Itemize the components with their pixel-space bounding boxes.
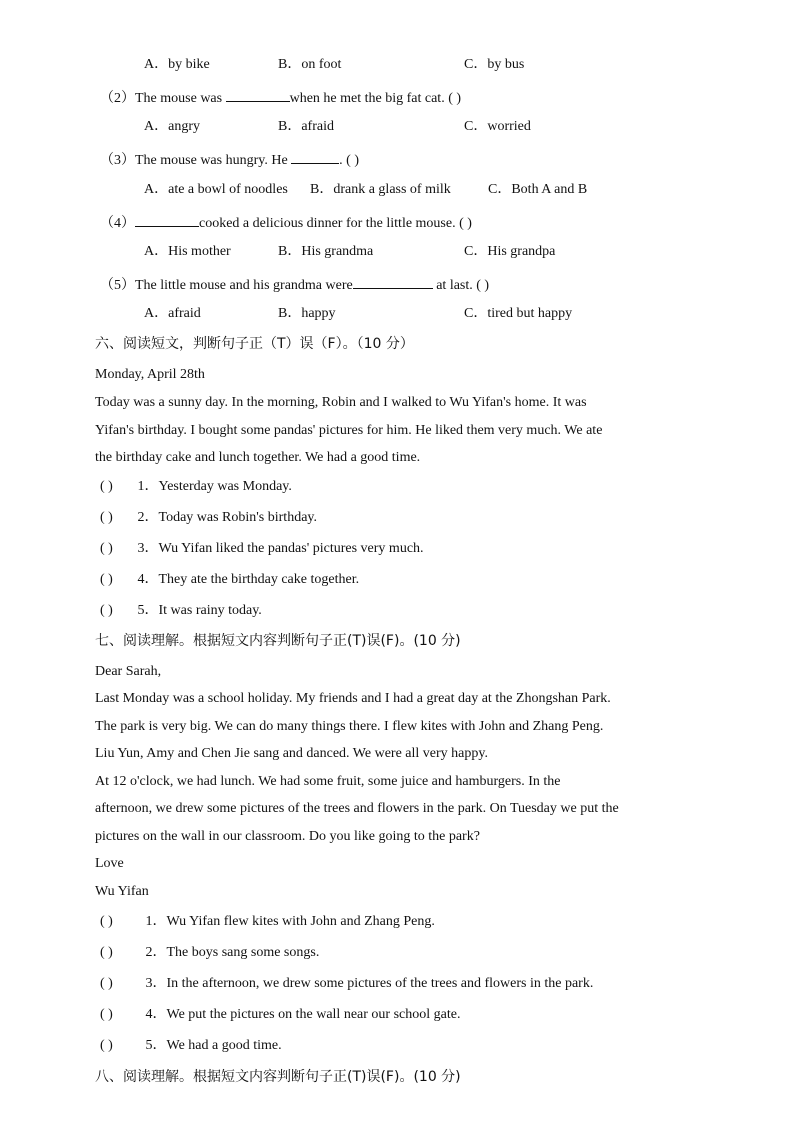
q4-text-pre: （4） — [100, 216, 135, 231]
q5-option-b: B．happy — [278, 306, 336, 321]
q2-option-c: C．worried — [464, 119, 531, 134]
q2-option-b: B．afraid — [278, 119, 334, 134]
s7-item-text: 4．We put the pictures on the wall near our school gate. — [145, 1007, 461, 1022]
s6-item-text: 3．Wu Yifan liked the pandas' pictures very much. — [137, 541, 424, 556]
s6-item-text: 2．Today was Robin's birthday. — [137, 510, 318, 525]
q4-text-post: cooked a delicious dinner for the little mouse. ( ) — [199, 216, 472, 231]
s6-date: Monday, April 28th — [95, 367, 205, 382]
q3-option-a: A．ate a bowl of noodles — [144, 182, 288, 197]
q4-option-c: C．His grandpa — [464, 244, 556, 259]
s7-item-5 — [100, 1037, 282, 1055]
q1-option-c: C．by bus — [464, 57, 525, 72]
s6-item-5 — [100, 602, 262, 620]
section-6-heading: 六、阅读短文，判断句子正（T）误（F）。（10 分） — [95, 336, 414, 352]
q2-blank[interactable] — [226, 87, 290, 102]
s7-item-text: 1．Wu Yifan flew kites with John and Zhang Peng. — [145, 914, 435, 929]
q3-option-c: C．Both A and B — [488, 182, 588, 197]
s7-closing: Love — [95, 856, 124, 871]
q5-text-post: at last. ( ) — [436, 278, 490, 293]
s7-item-2 — [100, 944, 319, 962]
answer-parentheses[interactable]: ( ) — [100, 976, 113, 991]
q5-blank[interactable] — [353, 274, 433, 289]
q3-text-pre: （3）The mouse was hungry. He — [100, 153, 288, 168]
s7-passage-line: pictures on the wall in our classroom. Do you like going to the park? — [95, 828, 480, 844]
s6-item-4 — [100, 571, 359, 589]
s6-passage — [95, 389, 705, 472]
s7-item-4 — [100, 1006, 460, 1024]
answer-parentheses[interactable]: ( ) — [100, 510, 113, 525]
q3-question — [100, 149, 359, 170]
s7-passage-line: afternoon, we drew some pictures of the trees and flowers in the park. On Tuesday we put the — [95, 801, 619, 816]
s7-item-1 — [100, 913, 435, 931]
s6-passage-line: Yifan's birthday. I bought some pandas' pictures for him. He liked them very much. We ate — [95, 422, 603, 438]
q2-text-pre: （2）The mouse was — [100, 91, 223, 106]
q4-option-a: A．His mother — [144, 244, 231, 259]
s7-passage — [95, 685, 705, 905]
q3-text-post: . ( ) — [339, 153, 359, 168]
answer-parentheses[interactable]: ( ) — [100, 945, 113, 960]
q2-text-post: when he met the big fat cat. ( ) — [289, 91, 462, 106]
s7-signature: Wu Yifan — [95, 883, 149, 899]
answer-parentheses[interactable]: ( ) — [100, 1007, 113, 1022]
q4-blank[interactable] — [135, 212, 199, 227]
s7-item-text: 2．The boys sang some songs. — [145, 945, 320, 960]
answer-parentheses[interactable]: ( ) — [100, 603, 113, 618]
s7-item-3 — [100, 975, 593, 993]
q1-option-a: A．by bike — [144, 57, 210, 72]
s6-item-text: 4．They ate the birthday cake together. — [137, 572, 360, 587]
q5-question — [100, 274, 489, 295]
s7-salutation: Dear Sarah, — [95, 664, 162, 679]
q5-option-c: C．tired but happy — [464, 306, 573, 321]
answer-parentheses[interactable]: ( ) — [100, 572, 113, 587]
q5-text-pre: （5）The little mouse and his grandma were — [100, 278, 353, 293]
s6-passage-line: the birthday cake and lunch together. We had a good time. — [95, 450, 421, 465]
s6-item-text: 1．Yesterday was Monday. — [137, 479, 292, 494]
s7-passage-line: The park is very big. We can do many things there. I flew kites with John and Zhang Peng. — [95, 718, 604, 734]
s6-passage-line: Today was a sunny day. In the morning, Robin and I walked to Wu Yifan's home. It was — [95, 395, 587, 410]
s6-item-text: 5．It was rainy today. — [137, 603, 262, 618]
q4-option-b: B．His grandma — [278, 244, 374, 259]
section-8-heading: 八、阅读理解。根据短文内容判断句子正(T)误(F)。(10 分) — [95, 1069, 461, 1085]
s6-item-3 — [100, 540, 424, 558]
q1-option-b: B．on foot — [278, 57, 342, 72]
s7-passage-line: Last Monday was a school holiday. My friends and I had a great day at the Zhongshan Park. — [95, 691, 611, 706]
q3-option-b: B．drank a glass of milk — [310, 182, 451, 197]
s7-item-text: 5．We had a good time. — [145, 1038, 282, 1053]
q5-option-a: A．afraid — [144, 306, 201, 321]
answer-parentheses[interactable]: ( ) — [100, 541, 113, 556]
answer-parentheses[interactable]: ( ) — [100, 914, 113, 929]
q4-question — [100, 212, 472, 233]
s6-item-1 — [100, 478, 292, 496]
q2-option-a: A．angry — [144, 119, 200, 134]
section-7-heading: 七、阅读理解。根据短文内容判断句子正(T)误(F)。(10 分) — [95, 633, 461, 649]
answer-parentheses[interactable]: ( ) — [100, 1038, 113, 1053]
s7-passage-line: Liu Yun, Amy and Chen Jie sang and danced. We were all very happy. — [95, 746, 488, 761]
s7-item-text: 3．In the afternoon, we drew some pictures of the trees and flowers in the park. — [145, 976, 594, 991]
q2-question — [100, 87, 461, 108]
answer-parentheses[interactable]: ( ) — [100, 479, 113, 494]
s7-passage-line: At 12 o'clock, we had lunch. We had some fruit, some juice and hamburgers. In the — [95, 773, 561, 789]
s6-item-2 — [100, 509, 317, 527]
q3-blank[interactable] — [291, 149, 339, 164]
